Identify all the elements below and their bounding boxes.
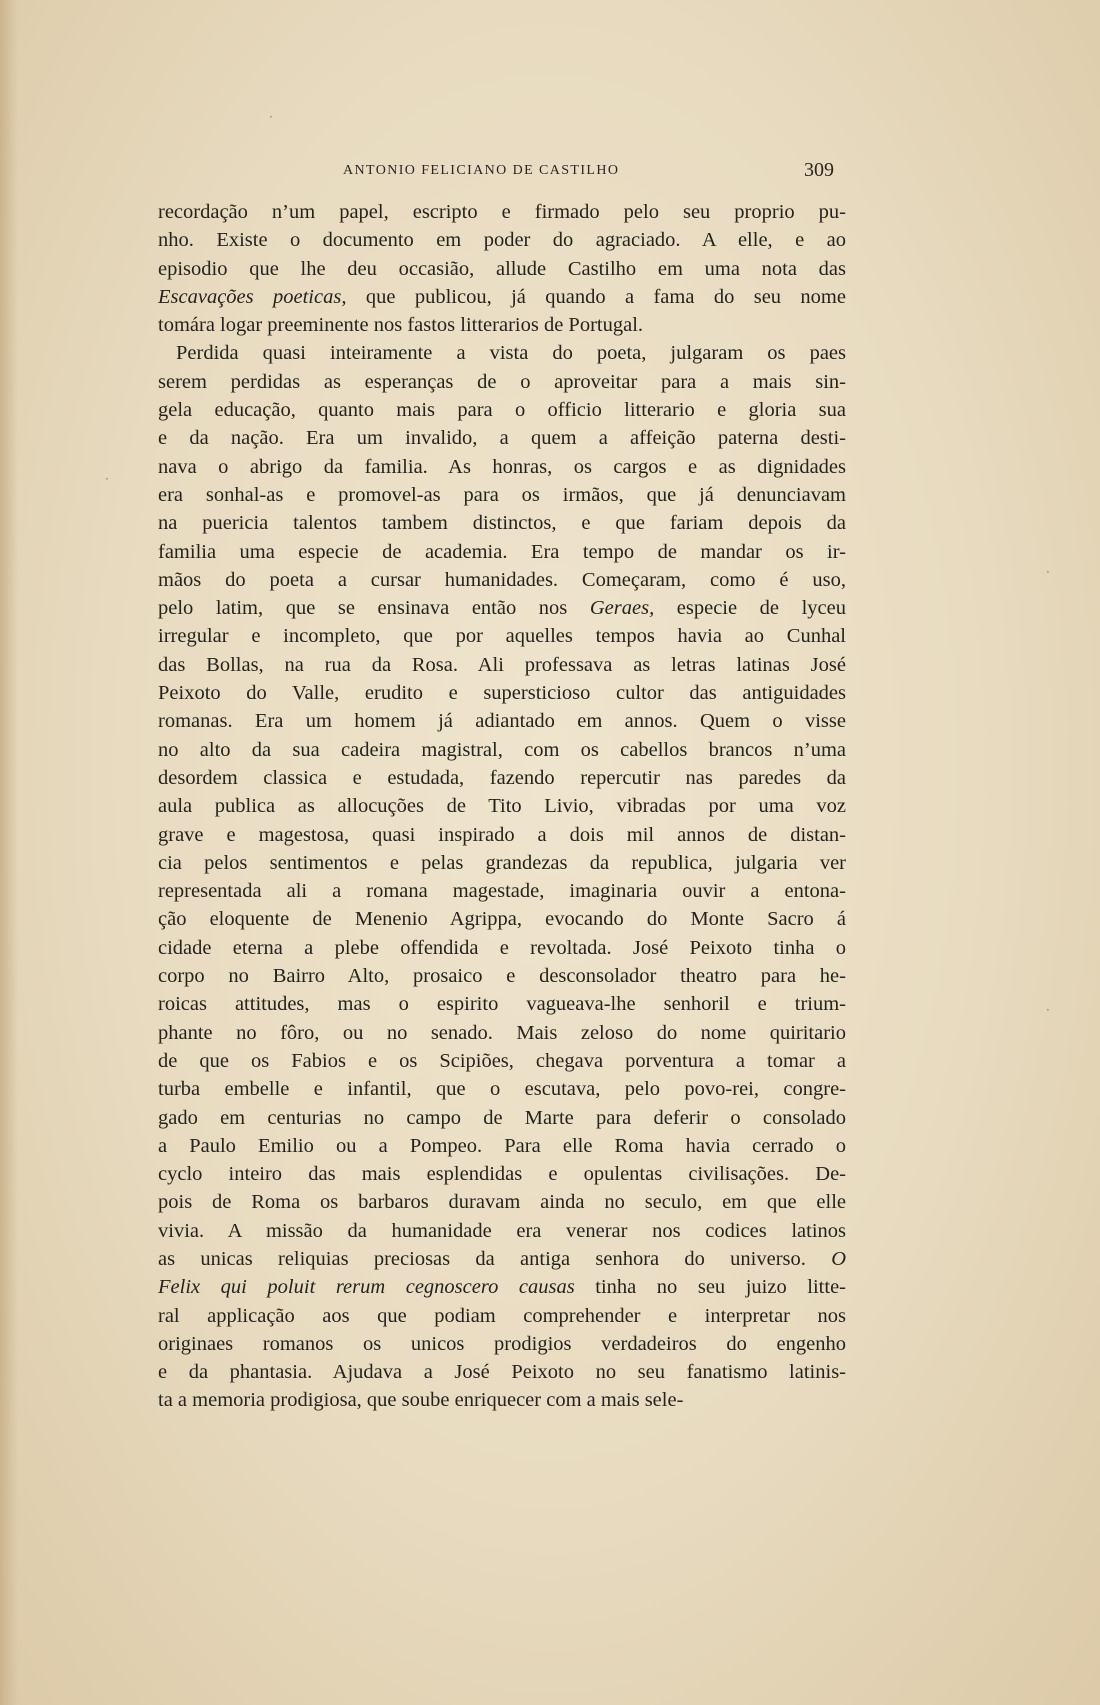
italic-text: Escavações poeticas, <box>158 285 347 308</box>
text-run: pois de Roma os barbaros duravam ainda no seculo, em que elle <box>158 1191 846 1214</box>
text-line <box>158 962 846 990</box>
text-run: tomára logar preeminente nos fastos litterarios de Portugal. <box>158 314 644 337</box>
text-run: vivia. A missão da humanidade era venerar nos codices latinos <box>158 1219 846 1242</box>
text-run: ta a memoria prodigiosa, que soube enriquecer com a mais sele- <box>158 1389 684 1412</box>
text-line <box>158 1386 846 1414</box>
text-line <box>158 1019 846 1047</box>
text-line <box>158 509 846 537</box>
text-line <box>158 368 846 396</box>
text-line <box>158 226 846 254</box>
text-run: de que os Fabios e os Scipiões, chegava porventura a tomar a <box>158 1049 846 1072</box>
text-run: que publicou, já quando a fama do seu nome <box>346 285 846 308</box>
text-run: a Paulo Emilio ou a Pompeo. Para elle Roma havia cerrado o <box>158 1134 846 1157</box>
text-line <box>158 736 846 764</box>
text-line <box>158 1245 846 1273</box>
text-line <box>158 764 846 792</box>
text-line <box>158 1047 846 1075</box>
text-line <box>158 877 846 905</box>
text-line <box>158 481 846 509</box>
text-run: serem perdidas as esperanças de o aproveitar para a mais sin- <box>158 370 846 393</box>
text-line <box>158 1188 846 1216</box>
text-line <box>158 453 846 481</box>
text-run: tinha no seu juizo litte- <box>574 1276 846 1299</box>
text-line <box>158 283 846 311</box>
paper-speck: · <box>1046 565 1050 579</box>
text-run: desordem classica e estudada, fazendo repercutir nas paredes da <box>158 766 846 789</box>
text-line <box>158 679 846 707</box>
text-line <box>158 396 846 424</box>
text-line <box>158 566 846 594</box>
text-run: originaes romanos os unicos prodigios verdadeiros do engenho <box>158 1332 846 1355</box>
text-run: nava o abrigo da familia. As honras, os cargos e as dignidades <box>158 455 846 478</box>
text-line <box>158 1075 846 1103</box>
text-line <box>158 1273 846 1301</box>
text-run: na puericia talentos tambem distinctos, e que fariam depois da <box>158 512 846 535</box>
text-line <box>158 594 846 622</box>
text-run: aula publica as allocuções de Tito Livio, vibradas por uma voz <box>158 795 846 818</box>
text-line <box>158 1330 846 1358</box>
text-run: mãos do poeta a cursar humanidades. Começaram, como é uso, <box>158 568 846 591</box>
text-line <box>158 707 846 735</box>
text-line <box>158 905 846 933</box>
text-line <box>158 198 846 226</box>
text-run: ção eloquente de Menenio Agrippa, evocando do Monte Sacro á <box>158 908 846 931</box>
paper-speck: · <box>105 472 109 486</box>
text-line <box>158 1217 846 1245</box>
text-line <box>158 934 846 962</box>
text-run: especie de lyceu <box>654 597 846 620</box>
text-run: nho. Existe o documento em poder do agraciado. A elle, e ao <box>158 229 846 252</box>
text-run: episodio que lhe deu occasião, allude Castilho em uma nota das <box>158 257 846 280</box>
text-run: ral applicação aos que podiam comprehender e interpretar nos <box>158 1304 846 1327</box>
text-line <box>158 311 846 339</box>
text-run: e da phantasia. Ajudava a José Peixoto no seu fanatismo latinis- <box>158 1361 846 1384</box>
text-run: as unicas reliquias preciosas da antiga senhora do universo. <box>158 1247 832 1270</box>
text-run: romanas. Era um homem já adiantado em annos. Quem o visse <box>158 710 846 733</box>
text-run: Peixoto do Valle, erudito e supersticioso cultor das antiguidades <box>158 682 846 705</box>
text-run: das Bollas, na rua da Rosa. Ali professava as letras latinas José <box>158 653 846 676</box>
text-run: roicas attitudes, mas o espirito vagueava-lhe senhoril e trium- <box>158 993 846 1016</box>
body-text <box>158 198 846 1415</box>
text-run: recordação n’um papel, escripto e firmado pelo seu proprio pu- <box>158 201 846 223</box>
text-line <box>158 538 846 566</box>
text-run: gado em centurias no campo de Marte para deferir o consolado <box>158 1106 846 1129</box>
text-run: gela educação, quanto mais para o officio litterario e gloria sua <box>158 399 846 422</box>
text-line <box>158 255 846 283</box>
paper-speck: · <box>1046 1003 1050 1017</box>
text-run: corpo no Bairro Alto, prosaico e desconsolador theatro para he- <box>158 965 846 988</box>
text-line <box>158 1302 846 1330</box>
italic-text: Felix qui poluit rerum cegnoscero causas <box>158 1276 575 1299</box>
text-line <box>158 1104 846 1132</box>
paper-speck: · <box>269 110 273 124</box>
text-line <box>158 1160 846 1188</box>
text-run: familia uma especie de academia. Era tempo de mandar os ir- <box>158 540 846 563</box>
text-line <box>158 424 846 452</box>
italic-text: O <box>831 1247 846 1270</box>
text-line <box>158 651 846 679</box>
paragraph <box>158 198 846 339</box>
running-title: ANTONIO FELICIANO DE CASTILHO <box>343 163 620 178</box>
page-number: 309 <box>804 159 834 181</box>
text-line <box>158 990 846 1018</box>
paragraph <box>158 339 846 1414</box>
text-line <box>158 622 846 650</box>
text-run: cidade eterna a plebe offendida e revoltada. José Peixoto tinha o <box>158 936 846 959</box>
text-run: grave e magestosa, quasi inspirado a dois mil annos de distan- <box>158 823 846 846</box>
italic-text: Geraes, <box>589 597 655 620</box>
text-run: turba embelle e infantil, que o escutava, pelo povo-rei, congre- <box>158 1078 846 1101</box>
text-line <box>158 821 846 849</box>
text-line <box>158 1358 846 1386</box>
text-run: cyclo inteiro das mais esplendidas e opulentas civilisações. De- <box>158 1163 846 1186</box>
text-run: cia pelos sentimentos e pelas grandezas da republica, julgaria ver <box>158 851 846 874</box>
text-line <box>158 1132 846 1160</box>
text-run: phante no fôro, ou no senado. Mais zeloso do nome quiritario <box>158 1021 846 1044</box>
text-line <box>158 849 846 877</box>
text-run: representada ali a romana magestade, imaginaria ouvir a entona- <box>158 880 846 903</box>
text-run: no alto da sua cadeira magistral, com os cabellos brancos n’uma <box>158 738 846 761</box>
running-head <box>150 159 840 183</box>
text-run: era sonhal-as e promovel-as para os irmãos, que já denunciavam <box>158 483 846 506</box>
text-run: irregular e incompleto, que por aquelles tempos havia ao Cunhal <box>158 625 846 648</box>
text-line <box>158 339 846 367</box>
text-line <box>158 792 846 820</box>
text-run: e da nação. Era um invalido, a quem a affeição paterna desti- <box>158 427 846 450</box>
text-run: Perdida quasi inteiramente a vista do poeta, julgaram os paes <box>176 342 846 365</box>
text-run: pelo latim, que se ensinava então nos <box>158 597 590 620</box>
